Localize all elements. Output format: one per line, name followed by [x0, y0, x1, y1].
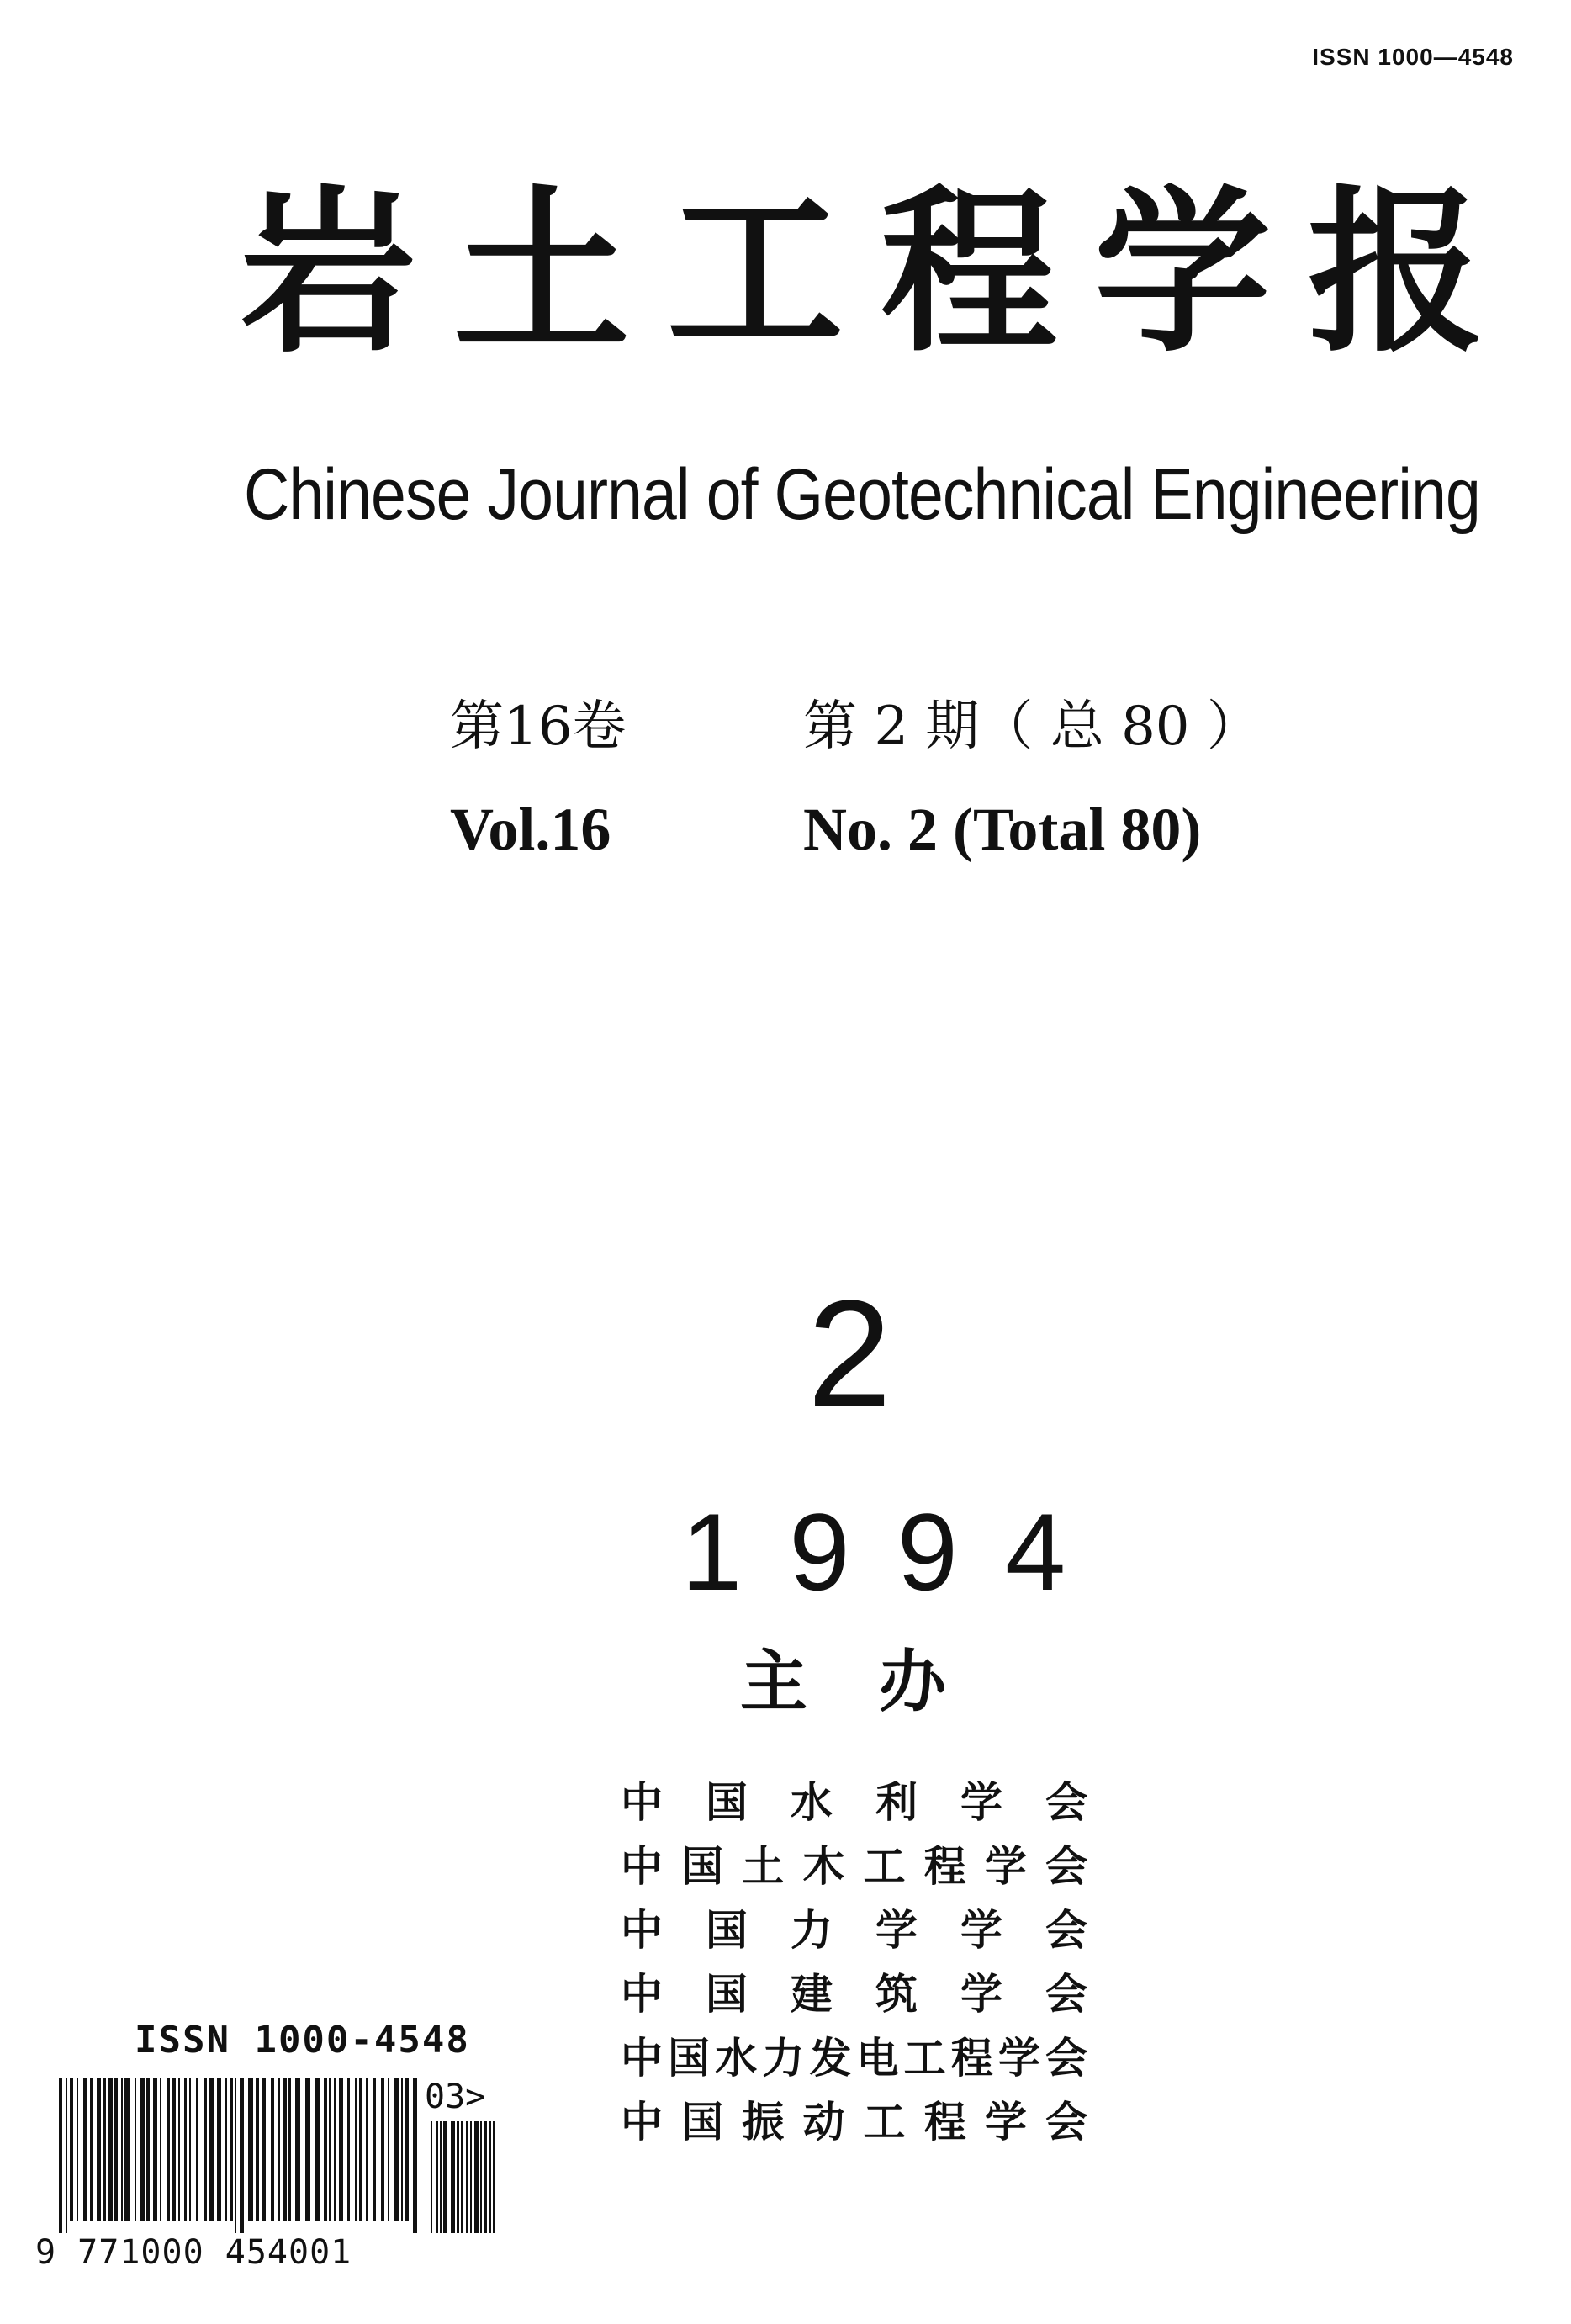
barcode-bar [388, 2078, 389, 2221]
sponsor-item [621, 1962, 1087, 2026]
issue-english: No. 2 (Total 80) [803, 796, 1202, 863]
barcode-bar [283, 2078, 287, 2221]
barcode-bar [329, 2078, 331, 2221]
title-char: 工 [666, 170, 844, 376]
barcode-addon-digits: 03> [425, 2078, 486, 2116]
barcode-addon-bar [461, 2121, 463, 2233]
barcode-bar [77, 2078, 78, 2221]
sponsor-char: 会 [1045, 1842, 1087, 1891]
barcode-bar [295, 2078, 300, 2221]
barcode-bar [248, 2078, 253, 2221]
sponsor-char: 学 [960, 1970, 1002, 2019]
barcode-bar [235, 2078, 236, 2233]
sponsor-char: 会 [1045, 1970, 1087, 2019]
barcode-addon-bar [493, 2121, 495, 2233]
barcode-bar [140, 2078, 145, 2221]
barcode-bar [271, 2078, 274, 2221]
sponsor-char: 土 [742, 1842, 785, 1891]
barcode-addon-bar [436, 2121, 438, 2233]
sponsor-char: 工 [863, 2098, 906, 2147]
barcode-addon-bar [457, 2121, 459, 2233]
barcode-bar [366, 2078, 368, 2221]
barcode-bar [90, 2078, 93, 2221]
issn-header: ISSN 1000—4548 [1312, 44, 1514, 70]
volume-english: Vol.16 [450, 796, 611, 863]
barcode-addon-bar [443, 2121, 447, 2233]
sponsor-char: 会 [1045, 2098, 1087, 2147]
sponsor-char: 国 [681, 2098, 724, 2147]
sponsor-item [621, 2026, 1087, 2090]
sponsor-char: 中 [621, 2098, 663, 2147]
barcode-bar [59, 2078, 62, 2233]
barcode-bar [347, 2078, 350, 2221]
title-char: 岩 [240, 170, 417, 376]
barcode-bar [355, 2078, 357, 2221]
barcode-bar [381, 2078, 384, 2221]
barcode-addon-bar [484, 2121, 487, 2233]
sponsor-char: 力 [791, 1906, 833, 1955]
barcode-bar [114, 2078, 118, 2221]
sponsor-char: 利 [875, 1778, 918, 1827]
sponsor-char: 筑 [875, 1970, 918, 2019]
barcode-bar [146, 2078, 150, 2221]
sponsor-char: 会 [1045, 1778, 1087, 1827]
sponsor-char: 国 [706, 1970, 748, 2019]
barcode-addon-bar [440, 2121, 442, 2233]
sponsor-item [621, 1771, 1087, 1834]
barcode-addon-bar [470, 2121, 472, 2233]
barcode-bar [324, 2078, 327, 2221]
barcode-bar [97, 2078, 101, 2221]
issue-number: 2 [807, 1269, 892, 1438]
barcode-bar [66, 2078, 67, 2233]
barcode-addon-bar [474, 2121, 479, 2233]
sponsor-char: 木 [802, 1842, 845, 1891]
sponsor-char: 中 [621, 1906, 663, 1955]
barcode-bar [121, 2078, 123, 2221]
barcode-issn: ISSN 1000-4548 [135, 2019, 470, 2062]
barcode-bar [124, 2078, 130, 2221]
sponsor-char: 学 [997, 2034, 1040, 2083]
sponsor-char: 学 [960, 1778, 1002, 1827]
barcode-bar [262, 2078, 266, 2221]
barcode-bar [204, 2078, 207, 2221]
sponsor-char: 建 [791, 1970, 833, 2019]
sponsor-char: 中 [621, 1842, 663, 1891]
sponsor-char: 程 [923, 2098, 966, 2147]
sponsor-char: 国 [681, 1842, 724, 1891]
barcode-addon-bar [451, 2121, 455, 2233]
barcode-bar [103, 2078, 106, 2221]
sponsor-char: 中 [621, 1970, 663, 2019]
sponsor-char: 中 [621, 2034, 663, 2083]
barcode-addon-bar [431, 2121, 432, 2233]
barcode-bar [172, 2078, 176, 2221]
barcode-bar [135, 2078, 136, 2221]
title-char: 学 [1093, 170, 1271, 376]
sponsor-item [621, 2090, 1087, 2154]
barcode-bar [405, 2078, 409, 2221]
barcode-bar [359, 2078, 362, 2221]
sponsor-char: 力 [762, 2034, 805, 2083]
barcode-bar [184, 2078, 187, 2221]
sponsor-item [621, 1898, 1087, 1962]
sponsor-char: 动 [802, 2098, 845, 2147]
barcode-bar [196, 2078, 198, 2221]
title-char: 程 [880, 170, 1057, 376]
barcode-bar [401, 2078, 403, 2221]
barcode-bar [240, 2078, 244, 2233]
barcode-bar [160, 2078, 161, 2221]
sponsor-char: 程 [950, 2034, 993, 2083]
sponsor-char: 会 [1045, 1906, 1087, 1955]
publication-year: 1994 [681, 1490, 1113, 1613]
barcode-bar [230, 2078, 233, 2221]
volume-chinese: 第16卷 [450, 696, 627, 758]
sponsor-char: 学 [875, 1906, 918, 1955]
barcode-bar [394, 2078, 399, 2221]
sponsor-list [621, 1771, 1087, 2154]
barcode-addon-bar [466, 2121, 468, 2233]
sponsor-char: 工 [863, 1842, 906, 1891]
journal-title-english: Chinese Journal of Geotechnical Engineering [244, 454, 1480, 535]
sponsor-char: 发 [809, 2034, 852, 2083]
barcode-bar [167, 2078, 170, 2221]
sponsor-char: 振 [742, 2098, 785, 2147]
sponsor-char: 国 [706, 1906, 748, 1955]
barcode-digits: 9 771000 454001 [35, 2233, 352, 2272]
barcode-bar [178, 2078, 180, 2221]
barcode-bar [256, 2078, 259, 2221]
barcode-bar [225, 2078, 227, 2221]
sponsor-char: 会 [1045, 2034, 1087, 2083]
sponsor-label: 主办 [740, 1643, 1018, 1721]
sponsor-char: 水 [715, 2034, 758, 2083]
barcode-bar [209, 2078, 214, 2221]
barcode-bar [334, 2078, 336, 2221]
barcode-addon-bar [480, 2121, 482, 2233]
barcode-bar [70, 2078, 73, 2221]
sponsor-char: 学 [984, 1842, 1027, 1891]
barcode-addon-bar [489, 2121, 491, 2233]
sponsor-char: 中 [621, 1778, 663, 1827]
issue-chinese: 第 2 期（ 总 80 ） [803, 696, 1261, 758]
barcode-bar [189, 2078, 191, 2221]
sponsor-item [621, 1834, 1087, 1898]
sponsor-char: 程 [923, 1842, 966, 1891]
barcode-bar [278, 2078, 280, 2221]
barcode-bar [108, 2078, 113, 2221]
barcode-bar [315, 2078, 320, 2221]
sponsor-char: 学 [984, 2098, 1027, 2147]
sponsor-char: 工 [903, 2034, 946, 2083]
barcode-bar [217, 2078, 221, 2221]
barcode-bar [153, 2078, 157, 2221]
sponsor-char: 国 [668, 2034, 711, 2083]
barcode-bar [413, 2078, 417, 2233]
barcode-bar [373, 2078, 376, 2221]
sponsor-char: 水 [791, 1778, 833, 1827]
sponsor-char: 国 [706, 1778, 748, 1827]
sponsor-char: 电 [856, 2034, 899, 2083]
title-char: 报 [1307, 170, 1484, 376]
journal-title-chinese [240, 170, 1484, 376]
barcode-bar [288, 2078, 291, 2221]
barcode-bar [339, 2078, 343, 2221]
sponsor-char: 学 [960, 1906, 1002, 1955]
title-char: 土 [452, 170, 630, 376]
barcode-bar [305, 2078, 310, 2221]
barcode-bar [83, 2078, 87, 2221]
